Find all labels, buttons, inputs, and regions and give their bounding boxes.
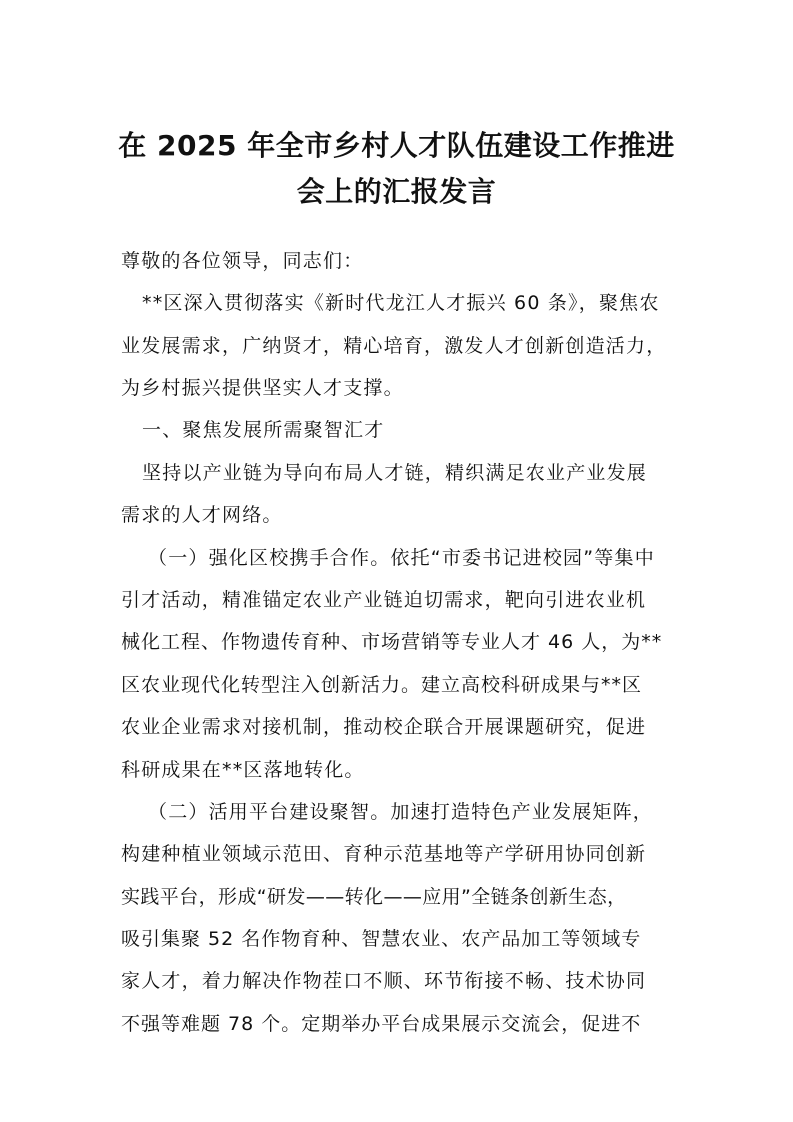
document-title-line-1: 在 2025 年全市乡村人才队伍建设工作推进: [118, 129, 675, 162]
salutation: 尊敬的各位领导，同志们：: [121, 250, 364, 272]
paragraph-line: 引才活动，精准锚定农业产业链迫切需求，靶向引进农业机: [121, 589, 647, 611]
subsection-line: （一）强化区校携手合作。依托“市委书记进校园”等集中: [148, 547, 655, 569]
document-title-line-2: 会上的汇报发言: [296, 175, 497, 208]
section-heading: 一、聚焦发展所需聚智汇才: [142, 419, 385, 441]
paragraph-line: 业发展需求，广纳贤才，精心培育，激发人才创新创造活力，: [121, 335, 667, 357]
paragraph-line: 科研成果在**区落地转化。: [121, 759, 365, 781]
paragraph-line: 家人才，着力解决作物茬口不顺、环节衔接不畅、技术协同: [121, 970, 647, 992]
paragraph-line: 实践平台，形成“研发——转化——应用”全链条创新生态，: [121, 886, 627, 908]
paragraph-line: 为乡村振兴提供坚实人才支撑。: [121, 377, 404, 399]
paragraph-line: 械化工程、作物遗传育种、市场营销等专业人才 46 人，为**: [121, 631, 663, 653]
paragraph-line: 构建种植业领域示范田、育种示范基地等产学研用协同创新: [121, 843, 647, 865]
paragraph-line: 不强等难题 78 个。定期举办平台成果展示交流会，促进不: [121, 1013, 642, 1035]
paragraph-line: **区深入贯彻落实《新时代龙江人才振兴 60 条》，聚焦农: [142, 292, 660, 314]
paragraph-line: 需求的人才网络。: [121, 504, 283, 526]
paragraph-line: 坚持以产业链为导向布局人才链，精织满足农业产业发展: [142, 462, 648, 484]
paragraph-line: 区农业现代化转型注入创新活力。建立高校科研成果与**区: [121, 674, 643, 696]
subsection-line: （二）活用平台建设聚智。加速打造特色产业发展矩阵，: [148, 801, 654, 823]
paragraph-line: 农业企业需求对接机制，推动校企联合开展课题研究，促进: [121, 716, 647, 738]
paragraph-line: 吸引集聚 52 名作物育种、智慧农业、农产品加工等领域专: [121, 928, 642, 950]
